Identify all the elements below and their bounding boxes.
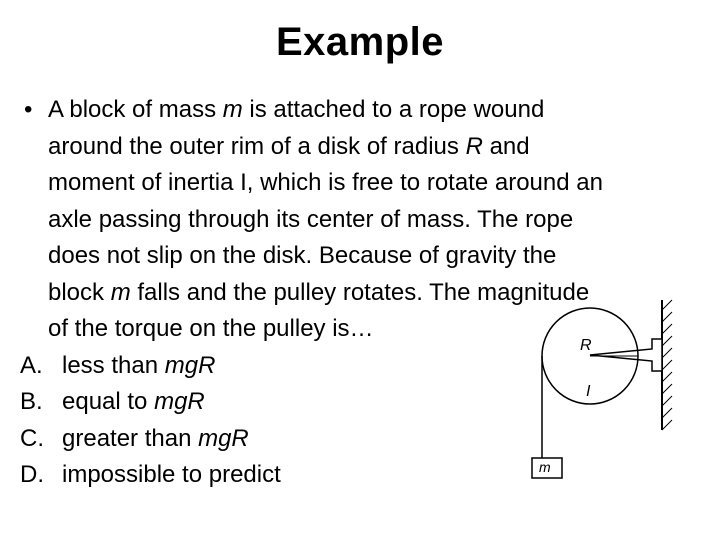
option-letter: C.	[20, 424, 44, 452]
option-letter: D.	[20, 461, 44, 488]
question-line-4: axle passing through its center of mass. The rope	[48, 205, 574, 233]
option-letter: A.	[20, 351, 43, 379]
question-line-6: block m falls and the pulley rotates. The magnitude	[48, 278, 590, 306]
bullet-point: •	[24, 96, 33, 123]
option-d: D. impossible to predict	[20, 457, 700, 494]
option-c: C. greater than mgR	[20, 421, 700, 458]
question-line-1: • A block of mass m is attached to a rope wound	[20, 92, 700, 129]
axle-bracket	[590, 339, 662, 371]
question-line-7: of the torque on the pulley is…	[48, 315, 374, 342]
radius-label: R	[580, 337, 592, 354]
inertia-label: I	[586, 383, 591, 400]
question-line-5: does not slip on the disk. Because of gravity the	[48, 242, 557, 269]
option-b: B. equal to mgR	[20, 384, 700, 421]
option-a: A. less than mgR	[20, 348, 700, 385]
wall	[662, 300, 672, 430]
question-line-3: moment of inertia I, which is free to rotate around an	[48, 169, 603, 196]
question-line-2: around the outer rim of a disk of radius R and	[48, 132, 530, 160]
mass-label: m	[539, 459, 551, 475]
option-letter: B.	[20, 388, 43, 415]
slide-title: Example	[275, 20, 445, 64]
